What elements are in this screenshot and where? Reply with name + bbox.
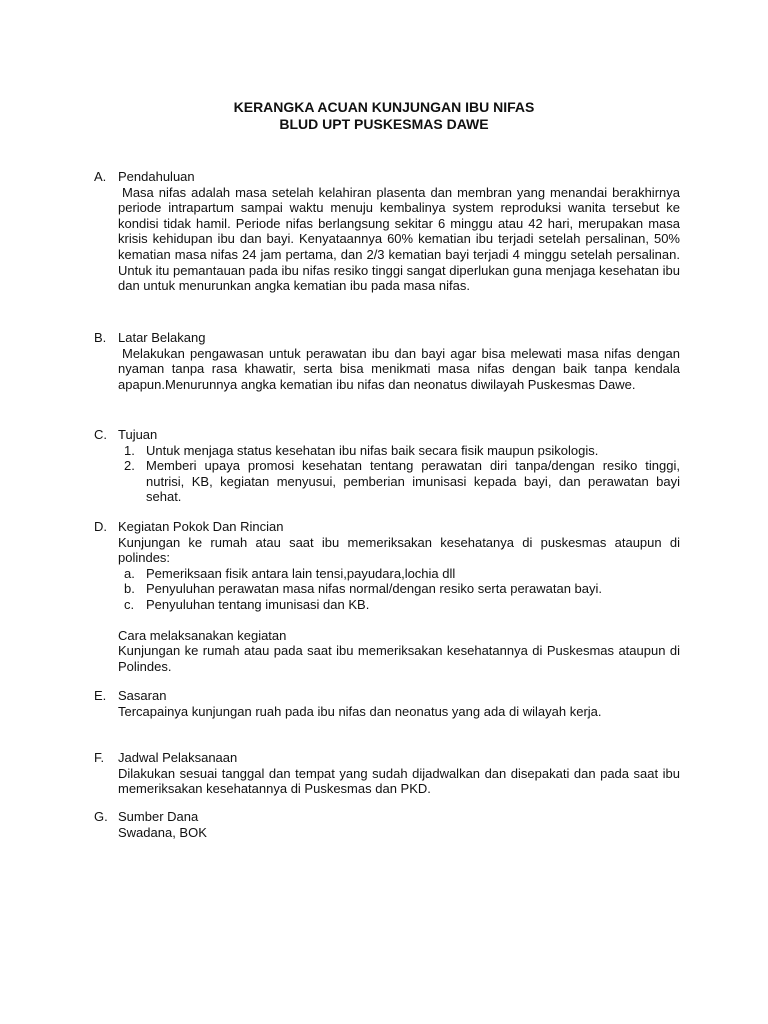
- section-heading-text: Tujuan: [118, 427, 158, 442]
- section-body: Kunjungan ke rumah atau saat ibu memeriksakan kesehatanya di puskesmas ataupun di polindes:: [118, 534, 680, 566]
- list-item-text: Penyuluhan perawatan masa nifas normal/dengan resiko serta perawatan bayi.: [146, 581, 602, 597]
- section-letter: F.: [94, 750, 105, 765]
- section-letter: A.: [94, 169, 107, 184]
- section-pendahuluan: [94, 169, 680, 294]
- section-latar-belakang: [94, 330, 680, 392]
- section-letter: E.: [94, 688, 107, 703]
- section-heading: [94, 330, 680, 346]
- section-heading: [94, 809, 680, 825]
- list-item: [118, 443, 680, 459]
- section-heading: [94, 688, 680, 704]
- kegiatan-list: [118, 566, 680, 613]
- section-letter: D.: [94, 519, 107, 534]
- section-heading: [94, 169, 680, 185]
- section-body: Swadana, BOK: [118, 824, 207, 840]
- section-heading-text: Sasaran: [118, 688, 167, 703]
- section-heading-text: Pendahuluan: [118, 169, 195, 184]
- sub-heading: Cara melaksanakan kegiatan: [118, 627, 287, 643]
- section-letter: C.: [94, 427, 107, 442]
- document-subtitle: BLUD UPT PUSKESMAS DAWE: [279, 116, 489, 132]
- section-heading-text: Latar Belakang: [118, 330, 206, 345]
- section-heading: [94, 519, 680, 535]
- list-item: [118, 597, 680, 613]
- section-tujuan: [94, 427, 680, 505]
- document-title: KERANGKA ACUAN KUNJUNGAN IBU NIFAS: [233, 99, 535, 115]
- section-heading-text: Sumber Dana: [118, 809, 199, 824]
- section-sumber-dana: [94, 809, 680, 840]
- list-marker: 1.: [124, 442, 135, 458]
- section-jadwal: [94, 750, 680, 797]
- list-item-text: Memberi upaya promosi kesehatan tentang perawatan diri tanpa/dengan resiko tinggi, nutrisi, KB, kegiatan menyusui, pemberian imunisasi kepada bayi, dan perawatan bayi sehat.: [146, 458, 680, 505]
- section-sasaran: [94, 688, 680, 719]
- section-body: Masa nifas adalah masa setelah kelahiran plasenta dan membran yang menandai berakhirnya periode intrapartum sampai waktu menuju kembalinya system reproduksi wanita tersebut ke kondisi tidak hamil. Periode nifas berlangsung sekitar 6 minggu atau 42 hari, merupakan masa krisis kehidupan ibu dan bayi. Kenyataannya 60% kematian ibu terjadi setelah persalinan, 50% kematian masa nifas 24 jam pertama, dan 2/3 kematian bayi terjadi 4 minggu setelah persalinan. Untuk itu pemantauan pada ibu nifas resiko tinggi sangat diperlukan guna menjaga kesehatan ibu dan untuk menurunkan angka kematian ibu pada masa nifas.: [118, 184, 680, 294]
- list-item-text: Penyuluhan tentang imunisasi dan KB.: [146, 596, 370, 612]
- section-heading-text: Jadwal Pelaksanaan: [118, 750, 238, 765]
- section-kegiatan: [94, 519, 680, 674]
- list-item-text: Pemeriksaan fisik antara lain tensi,payudara,lochia dll: [146, 565, 456, 581]
- list-marker: 2.: [124, 458, 135, 474]
- section-body: Tercapainya kunjungan ruah pada ibu nifas dan neonatus yang ada di wilayah kerja.: [118, 703, 602, 719]
- list-item-text: Untuk menjaga status kesehatan ibu nifas baik secara fisik maupun psikologis.: [146, 442, 599, 458]
- list-item: [118, 458, 680, 505]
- list-marker: b.: [124, 581, 135, 597]
- list-marker: c.: [124, 596, 135, 612]
- section-heading-text: Kegiatan Pokok Dan Rincian: [118, 519, 284, 534]
- section-letter: B.: [94, 330, 107, 345]
- sub-body: Kunjungan ke rumah atau pada saat ibu memeriksakan kesehatannya di Puskesmas ataupun di Polindes.: [118, 643, 680, 674]
- section-body: Dilakukan sesuai tanggal dan tempat yang sudah dijadwalkan dan disepakati dan pada saat ibu memeriksakan kesehatannya di Puskesmas dan PKD.: [118, 765, 680, 797]
- tujuan-list: [118, 443, 680, 505]
- list-item: [118, 581, 680, 597]
- section-heading: [94, 750, 680, 766]
- section-heading: [94, 427, 680, 443]
- list-marker: a.: [124, 565, 135, 581]
- list-item: [118, 566, 680, 582]
- section-body: Melakukan pengawasan untuk perawatan ibu dan bayi agar bisa melewati masa nifas dengan nyaman tanpa rasa khawatir, serta bisa menikmati masa nifas dengan baik tanpa kendala apapun.Menurunnya angka kematian ibu nifas dan neonatus diwilayah Puskesmas Dawe.: [118, 345, 680, 392]
- section-letter: G.: [94, 809, 108, 824]
